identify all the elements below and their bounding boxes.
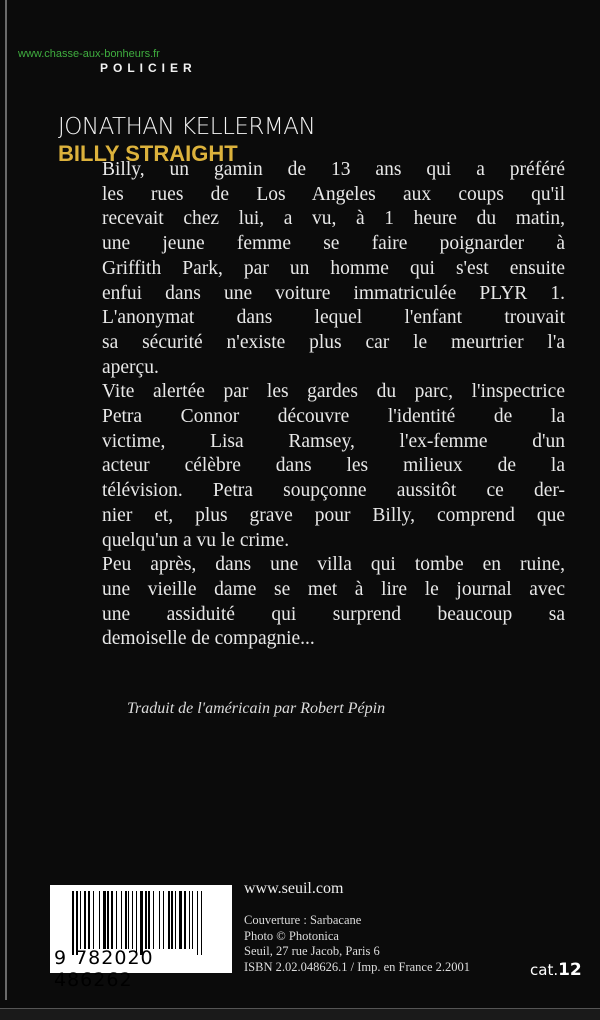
blurb-line: une jeune femme se faire poignarder à [102,233,565,255]
blurb-line: L'anonymat dans lequel l'enfant trouvait [102,307,565,329]
blurb-line: les rues de Los Angeles aux coups qu'il [102,183,565,205]
collection-label: POLICIER [100,61,197,75]
blurb-line: Vite alertée par les gardes du parc, l'inspectrice [102,381,565,403]
cover-bottom-edge [0,1008,600,1020]
translator-credit: Traduit de l'américain par Robert Pépin [127,700,386,717]
author-name: JONATHAN KELLERMAN [58,114,316,140]
barcode-digits-right: 486262 [54,969,133,991]
barcode-bar [163,891,164,949]
blurb-line: nier et, plus grave pour Billy, comprend que [102,504,565,526]
barcode-bar [192,891,193,949]
barcode-digit-first: 9 [54,947,68,969]
blurb-line: Peu après, dans une villa qui tombe en ruine, [102,554,565,576]
barcode-bar [107,891,109,949]
barcode-bar [145,891,147,949]
barcode-bar [184,891,186,949]
category-number: 12 [558,960,582,980]
credit-photo: Photo © Photonica [244,928,339,943]
barcode-bar [136,891,137,955]
barcode-bar [179,891,182,949]
category-prefix: cat. [530,961,559,979]
barcode-bar [159,891,160,949]
blurb-line: Petra Connor découvre l'identité de la [102,406,565,428]
blurb-line: victime, Lisa Ramsey, l'ex-femme d'un [102,430,565,452]
barcode-bar [80,891,81,949]
barcode-bar [201,891,202,955]
barcode-bar [128,891,129,949]
watermark: www.chasse-aux-bonheurs.fr [18,48,160,60]
blurb-line: télévision. Petra soupçonne aussitôt ce der- [102,480,565,502]
barcode-bar [103,891,106,949]
blurb-line: acteur célèbre dans les milieux de la [102,455,565,477]
blurb-line: aperçu. [102,356,159,378]
barcode-bar [76,891,78,955]
blurb-line: une assiduité qui surprend beaucoup sa [102,603,565,625]
barcode [50,885,232,991]
blurb-line: sa sécurité n'existe plus car le meurtrier l'a [102,331,565,353]
blurb-line: enfui dans une voiture immatriculée PLYR 1. [102,282,565,304]
barcode-bar [111,891,113,949]
barcode-bars [72,891,224,949]
barcode-bar [116,891,117,949]
credits [244,913,470,975]
barcode-bar [140,891,143,955]
barcode-bar [84,891,86,949]
barcode-digits [54,947,232,991]
barcode-bar [93,891,94,949]
credit-isbn: ISBN 2.02.048626.1 / Imp. en France 2.2001 [244,959,471,974]
barcode-bar [99,891,100,949]
blurb-line: Griffith Park, par un homme qui s'est ensuite [102,257,565,279]
credit-address: Seuil, 27 rue Jacob, Paris 6 [244,944,380,958]
publisher-website: www.seuil.com [244,880,344,897]
credit-cover: Couverture : Sarbacane [244,913,362,927]
cover-edge [5,0,7,1000]
barcode-bar [72,891,74,955]
blurb-line: une vieille dame se met à lire le journal avec [102,578,565,600]
blurb-line: recevait chez lui, a vu, à 1 heure du matin, [102,208,565,230]
barcode-bar [197,891,198,955]
blurb-line: Billy, un gamin de 13 ans qui a préféré [102,159,565,180]
barcode-bar [175,891,176,949]
book-title: BILLY STRAIGHT [58,141,238,166]
barcode-bar [121,891,122,949]
barcode-bar [153,891,154,949]
barcode-bar [148,891,150,949]
blurb-line: demoiselle de compagnie... [102,628,315,650]
blurb-line: quelqu'un a vu le crime. [102,529,290,551]
blurb [102,158,565,652]
barcode-bar [168,891,170,949]
barcode-bar [88,891,90,949]
barcode-bar [132,891,133,949]
price-category [530,960,582,980]
barcode-digits-left: 782020 [75,947,154,969]
barcode-bar [171,891,173,949]
barcode-bar [125,891,127,949]
barcode-bar [189,891,190,949]
